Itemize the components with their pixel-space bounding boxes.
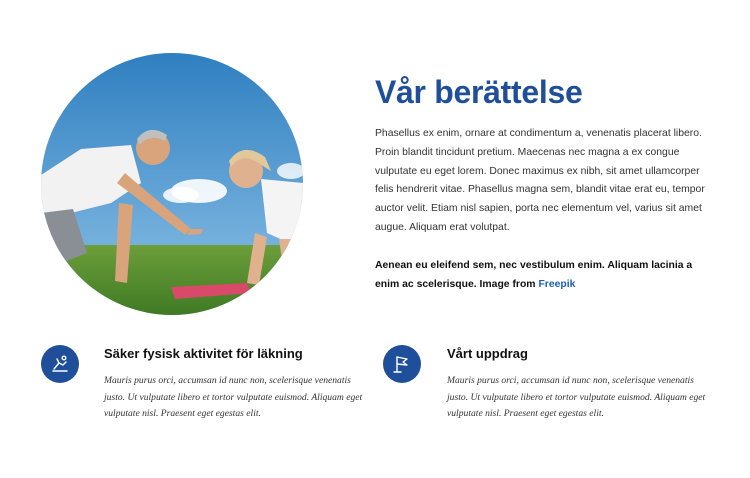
- flag-icon: [383, 345, 421, 383]
- feature-title-mission: Vårt uppdrag: [447, 346, 528, 361]
- exercise-icon: [41, 345, 79, 383]
- page-title: Vår berättelse: [375, 74, 583, 110]
- story-paragraph: Phasellus ex enim, ornare at condimentum a, venenatis placerat libero. Proin blandit tincidunt pretium. Maecenas nec magna a ex congue vulputate eu eget lorem. Donec maximus ex nibh, sit amet ullamcorper felis hendrerit vitae. Phasellus magna sem, blandit vitae erat eu, tempor auctor velit. Etiam nisl sapien, porta nec elementum vel, varius sit amet augue. Aliquam erat volutpat.: [375, 128, 705, 233]
- freepik-link[interactable]: Freepik: [538, 278, 576, 290]
- story-photo: [41, 53, 303, 315]
- story-bold-text: Aenean eu eleifend sem, nec vestibulum enim. Aliquam lacinia a enim ac scelerisque. Image from: [375, 260, 693, 290]
- feature-text-mission: Mauris purus orci, accumsan id nunc non, scelerisque venenatis justo. Ut vulputate libero et tortor vulputate euismod. Aliquam eget vulputate nisl. Praesent eget egestas elit.: [447, 375, 706, 419]
- feature-text-safe-activity: Mauris purus orci, accumsan id nunc non, scelerisque venenatis justo. Ut vulputate libero et tortor vulputate euismod. Aliquam eget vulputate nisl. Praesent eget egestas elit.: [104, 375, 363, 419]
- story-bold-paragraph: [375, 257, 705, 295]
- feature-title-safe-activity: Säker fysisk aktivitet för läkning: [104, 346, 303, 361]
